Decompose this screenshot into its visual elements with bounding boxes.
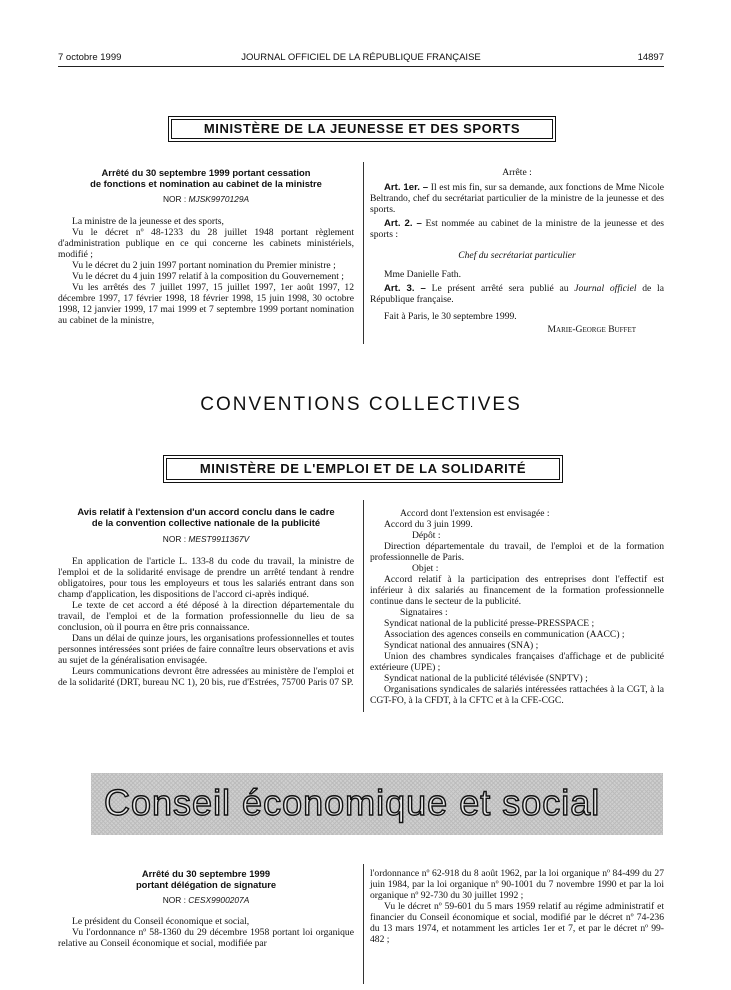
arrete-jeunesse-right-column	[370, 167, 664, 335]
delegation-left-column	[58, 868, 354, 949]
signataire-item: Syndicat national des annuaires (SNA) ;	[384, 640, 539, 651]
column-separator	[363, 162, 364, 344]
conseil-banner-title: Conseil économique et social	[104, 782, 601, 823]
depot-text: Direction départementale du travail, de l'emploi et de la formation professionnelle de Paris.	[370, 541, 664, 563]
ministry-title: MINISTÈRE DE L'EMPLOI ET DE LA SOLIDARITÉ	[199, 461, 527, 476]
arrete-title: Arrêté du 30 septembre 1999 portant cessation de fonctions et nomination au cabinet de la ministre	[90, 167, 322, 189]
ministry-box-emploi	[163, 455, 563, 483]
delegation-body-left: Le président du Conseil économique et social, Vu l'ordonnance nº 58-1360 du 29 décembre 1958 portant loi organique relative au Conseil économique et social, modifiée par	[58, 916, 354, 949]
header-rule	[58, 66, 664, 67]
signataire-item: Syndicat national de la publicité télévisée (SNPTV) ;	[384, 673, 588, 684]
accord-date: Accord du 3 juin 1999.	[384, 519, 473, 530]
header-journal-title: JOURNAL OFFICIEL DE LA RÉPUBLIQUE FRANÇAISE	[241, 52, 481, 63]
article-1: Art. 1er. – Il est mis fin, sur sa demande, aux fonctions de Mme Nicole Beltrando, chef du secrétariat particulier de la ministre de la jeunesse et des sports.	[370, 182, 664, 215]
header-date: 7 octobre 1999	[58, 52, 122, 63]
arrete-jeunesse-left-column	[58, 167, 354, 326]
objet-text: Accord relatif à la participation des entreprises dont l'effectif est inférieur à dix salariés au financement de la formation professionnelle continue dans le secteur de la publicité.	[370, 574, 664, 607]
depot-heading: Dépôt :	[412, 530, 441, 541]
fait-a-paris: Fait à Paris, le 30 septembre 1999.	[384, 311, 517, 322]
ministry-title: MINISTÈRE DE LA JEUNESSE ET DES SPORTS	[203, 121, 521, 136]
article-3: Art. 3. – Le présent arrêté sera publié au Journal officiel de la République française.	[370, 283, 664, 305]
nor-reference: NOR : MEST9911367V	[162, 534, 250, 544]
delegation-body-right: Vu le décret nº 59-601 du 5 mars 1959 relatif au régime administratif et financier du Conseil économique et social, modifié par le décret nº 74-236 du 13 mars 1974, et notamment les articles 1er et 7, et par le décret nº 99-482 ;	[370, 901, 664, 945]
nor-reference: NOR : CESX9900207A	[162, 895, 250, 905]
avis-left-column	[58, 506, 354, 688]
delegation-right-column	[370, 868, 664, 945]
arrete-visas: La ministre de la jeunesse et des sports, Vu le décret nº 48-1233 du 28 juillet 1948 portant règlement d'administration publique en ce qui concerne les cabinets ministériels, modifié ; Vu le décret du 2 juin 1997 portant nomination du Premier ministre ; Vu le décret du 4 juin 1997 relatif à la composition du Gouvernement ; Vu les arrêtés des 7 juillet 1997, 15 juillet 1997, 1er août 1997, 12 décembre 1997, 17 février 1998, 18 février 1998, 15 juin 1998, 30 octobre 1998, 12 janvier 1999, 17 mai 1999 et 7 septembre 1999 portant nomination au cabinet de la ministre,	[58, 216, 354, 326]
delegation-body-right: l'ordonnance nº 62-918 du 8 août 1962, par la loi organique nº 84-499 du 27 juin 1984, par la loi organique nº 90-1001 du 7 novembre 1990 et par la loi organique nº 92-730 du 30 juillet 1992 ;	[370, 868, 664, 901]
signataire-item: Organisations syndicales de salariés intéressées rattachées à la CGT, à la CGT-FO, à la CFDT, à la CFTC et à la CFE-CGC.	[370, 684, 664, 706]
delegation-title: Arrêté du 30 septembre 1999 portant délégation de signature	[135, 868, 277, 890]
accord-header: Accord dont l'extension est envisagée :	[400, 508, 550, 519]
person-name: Mme Danielle Fath.	[384, 269, 461, 280]
nor-reference: NOR : MJSK9970129A	[162, 194, 250, 204]
avis-right-column	[370, 508, 664, 706]
article-2: Art. 2. – Est nommée au cabinet de la ministre de la jeunesse et des sports :	[370, 218, 664, 240]
signataire-item: Union des chambres syndicales françaises d'affichage et de publicité extérieure (UPE) ;	[370, 651, 664, 673]
signataire-item: Syndicat national de la publicité presse-PRESSPACE ;	[384, 618, 595, 629]
signataires-heading: Signataires :	[400, 607, 448, 618]
header-page-number: 14897	[637, 52, 664, 63]
conventions-collectives-title: CONVENTIONS COLLECTIVES	[200, 394, 522, 415]
ministry-box-jeunesse	[168, 116, 556, 142]
arrete-word: Arrête :	[502, 167, 532, 178]
column-separator	[363, 864, 364, 984]
avis-title: Avis relatif à l'extension d'un accord conclu dans le cadre de la convention collective nationale de la publicité	[77, 506, 335, 528]
position-title: Chef du secrétariat particulier	[458, 250, 576, 261]
avis-body: En application de l'article L. 133-8 du code du travail, la ministre de l'emploi et de la solidarité envisage de prendre un arrêté tendant à rendre obligatoires, pour tous les employeurs et tous les salariés entrant dans son champ d'application, les dispositions de l'accord ci-après indiqué. Le texte de cet accord a été déposé à la direction départementale du travail, de l'emploi et de la formation professionnelle du lieu de sa conclusion, où il pourra en être pris connaissance. Dans un délai de quinze jours, les organisations professionnelles et toutes personnes intéressées sont priées de faire connaître leurs observations et avis au sujet de la généralisation envisagée. Leurs communications devront être adressées au ministère de l'emploi et de la solidarité (DRT, bureau NC 1), 20 bis, rue d'Estrées, 75700 Paris 07 SP.	[58, 556, 354, 688]
signataire-item: Association des agences conseils en communication (AACC) ;	[384, 629, 625, 640]
signature: Marie-George Buffet	[547, 324, 636, 335]
objet-heading: Objet :	[412, 563, 439, 574]
column-separator	[363, 500, 364, 712]
